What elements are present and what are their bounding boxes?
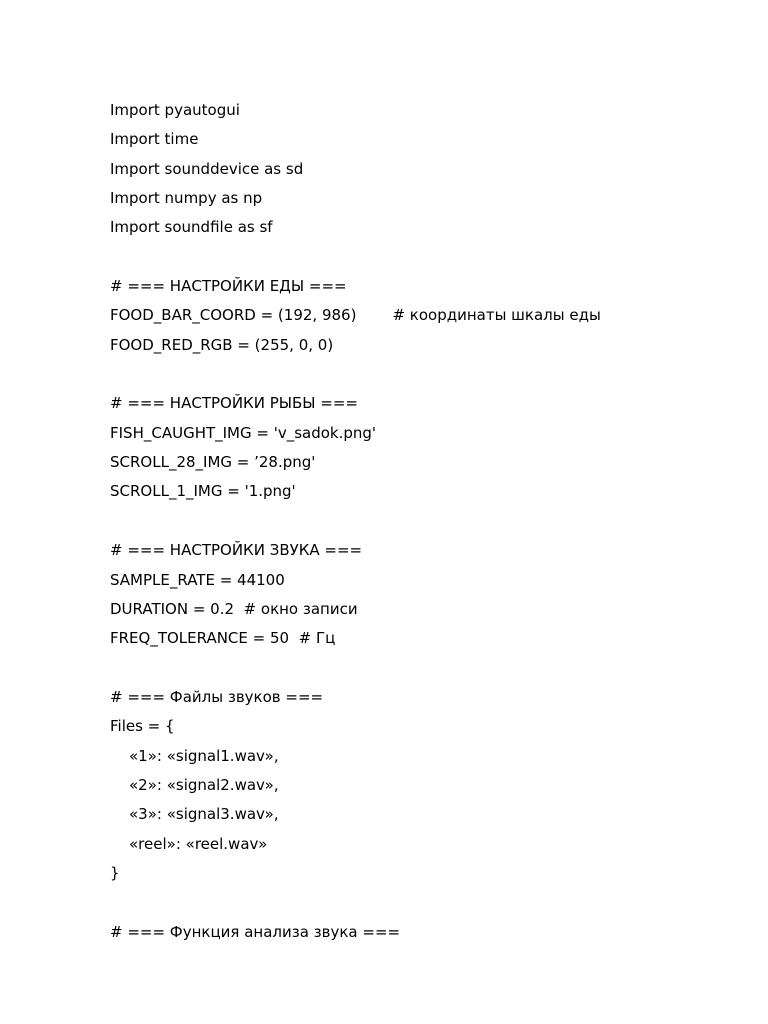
blank-line bbox=[110, 654, 730, 683]
blank-line bbox=[110, 243, 730, 272]
code-text bbox=[110, 96, 730, 947]
fish-settings-header: # === НАСТРОЙКИ РЫБЫ === bbox=[110, 394, 358, 413]
food-bar-coord-line bbox=[110, 301, 730, 330]
sample-rate-line: SAMPLE_RATE = 44100 bbox=[110, 570, 285, 589]
scroll-28-img-line: SCROLL_28_IMG = ’28.png' bbox=[110, 453, 316, 472]
scroll-1-img-line: SCROLL_1_IMG = '1.png' bbox=[110, 482, 296, 501]
import-line: Import pyautogui bbox=[110, 101, 240, 119]
import-line: Import soundfile as sf bbox=[110, 218, 273, 237]
food-red-rgb-line: FOOD_RED_RGB = (255, 0, 0) bbox=[110, 335, 334, 354]
files-dict-entry: «reel»: «reel.wav» bbox=[129, 834, 268, 853]
import-line: Import numpy as np bbox=[110, 189, 263, 208]
duration-line: DURATION = 0.2 # окно записи bbox=[110, 599, 358, 618]
fish-caught-img-line: FISH_CAUGHT_IMG = 'v_sadok.png' bbox=[110, 423, 377, 442]
freq-tolerance-line: FREQ_TOLERANCE = 50 # Гц bbox=[110, 629, 336, 648]
sound-files-header: # === Файлы звуков === bbox=[110, 687, 324, 706]
files-dict-entry: «1»: «signal1.wav», bbox=[129, 746, 279, 765]
food-settings-header: # === НАСТРОЙКИ ЕДЫ === bbox=[110, 277, 347, 296]
blank-line bbox=[110, 888, 730, 917]
files-dict-open: Files = { bbox=[110, 717, 175, 736]
files-dict-entry: «3»: «signal3.wav», bbox=[129, 805, 279, 824]
files-dict-entry: «2»: «signal2.wav», bbox=[129, 775, 279, 794]
import-line: Import time bbox=[110, 130, 199, 149]
food-bar-coord-comment: # координаты шкалы еды bbox=[392, 306, 601, 325]
sound-settings-header: # === НАСТРОЙКИ ЗВУКА === bbox=[110, 541, 363, 560]
files-dict-close: } bbox=[110, 863, 120, 882]
sound-analysis-header: # === Функция анализа звука === bbox=[110, 922, 401, 941]
blank-line bbox=[110, 360, 730, 389]
import-line: Import sounddevice as sd bbox=[110, 159, 304, 178]
food-bar-coord-code: FOOD_BAR_COORD = (192, 986) bbox=[110, 306, 357, 325]
blank-line bbox=[110, 507, 730, 536]
